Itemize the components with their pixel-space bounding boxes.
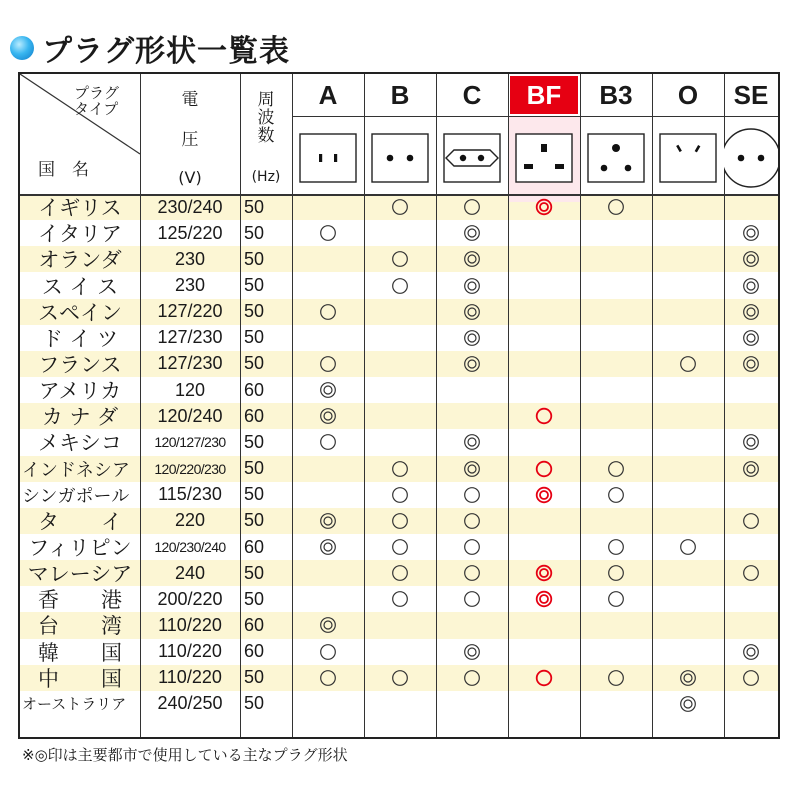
- frequency-value: 50: [244, 327, 265, 348]
- voltage-value: 110/220: [158, 641, 222, 662]
- frequency-value: 50: [244, 248, 265, 269]
- frequency-header: 周 波 数: [257, 90, 275, 146]
- frequency-value: 50: [244, 301, 265, 322]
- voltage-value: 127/230: [157, 353, 223, 374]
- circle-mark: [535, 407, 553, 425]
- double-circle-mark: [742, 355, 760, 373]
- double-circle-mark: [535, 198, 553, 216]
- double-circle-mark: [463, 460, 481, 478]
- plug-se-icon: [724, 120, 778, 198]
- voltage-value: 230: [174, 275, 206, 295]
- voltage-value: 125/220: [157, 222, 223, 243]
- voltage-header-mid: 圧: [181, 130, 199, 150]
- circle-mark: [742, 512, 760, 530]
- double-circle-mark: [463, 355, 481, 373]
- country-name: オランダ: [38, 248, 122, 273]
- frequency-value: 60: [244, 536, 265, 557]
- frequency-value: 50: [244, 196, 265, 217]
- circle-mark: [319, 224, 337, 242]
- plug-o-icon: [652, 120, 724, 198]
- footnote: ※◎印は主要都市で使用している主なプラグ形状: [22, 746, 348, 764]
- country-name: イタリア: [38, 222, 122, 247]
- circle-mark: [607, 486, 625, 504]
- frequency-value: 60: [244, 405, 265, 426]
- frequency-value: 60: [244, 379, 265, 400]
- country-name: 台 湾: [38, 614, 122, 639]
- circle-mark: [319, 433, 337, 451]
- voltage-value: 230: [174, 248, 206, 269]
- plug-type-b-label: B: [390, 79, 410, 110]
- circle-mark: [391, 669, 409, 687]
- frequency-value: 50: [244, 588, 265, 609]
- country-name: タ イ: [38, 509, 122, 534]
- double-circle-mark: [742, 329, 760, 347]
- double-circle-mark: [463, 224, 481, 242]
- voltage-value: 115/230: [158, 484, 222, 505]
- voltage-value: 120/240: [157, 405, 223, 426]
- circle-mark: [607, 669, 625, 687]
- double-circle-mark: [463, 303, 481, 321]
- circle-mark: [679, 538, 697, 556]
- country-name: ス イ ス: [41, 274, 119, 299]
- plug-type-header: プラグ タイプ: [74, 84, 120, 118]
- voltage-value: 240/250: [157, 693, 223, 714]
- voltage-value: 200/220: [157, 588, 223, 609]
- circle-mark: [391, 512, 409, 530]
- double-circle-mark: [742, 277, 760, 295]
- double-circle-mark: [742, 433, 760, 451]
- plug-b3-icon: [580, 120, 652, 198]
- country-name: インドネシア: [22, 459, 130, 481]
- frequency-value: 50: [244, 431, 265, 452]
- voltage-value: 240: [174, 562, 206, 583]
- double-circle-mark: [742, 224, 760, 242]
- circle-mark: [679, 355, 697, 373]
- country-name: フランス: [38, 352, 122, 377]
- country-name: オーストラリア: [22, 695, 127, 714]
- circle-mark: [607, 198, 625, 216]
- circle-mark: [391, 564, 409, 582]
- plug-b-icon: [364, 120, 436, 198]
- bullet-dot-icon: [10, 36, 34, 60]
- double-circle-mark: [319, 512, 337, 530]
- plug-c-icon: [436, 120, 508, 198]
- country-name: アメリカ: [38, 379, 122, 404]
- country-name: 香 港: [38, 588, 122, 613]
- title-text: プラグ形状一覧表: [42, 34, 290, 69]
- country-name: メキシコ: [38, 431, 122, 456]
- double-circle-mark: [742, 250, 760, 268]
- frequency-value: 50: [244, 667, 265, 688]
- voltage-header-top: 電: [181, 90, 199, 110]
- voltage-value: 220: [174, 510, 206, 531]
- double-circle-mark: [463, 329, 481, 347]
- frequency-value: 60: [244, 614, 265, 635]
- voltage-value: 120/127/230: [154, 434, 226, 451]
- frequency-unit: (Hz): [251, 169, 281, 185]
- page-title: [10, 30, 290, 69]
- circle-mark: [463, 512, 481, 530]
- circle-mark: [391, 486, 409, 504]
- plug-type-b3-label: B3: [599, 79, 633, 110]
- type-label-divider: [292, 116, 778, 117]
- circle-mark: [319, 669, 337, 687]
- double-circle-mark: [679, 695, 697, 713]
- frequency-value: 50: [244, 353, 265, 374]
- country-name: フィリピン: [28, 536, 132, 561]
- circle-mark: [391, 250, 409, 268]
- double-circle-mark: [319, 381, 337, 399]
- plug-type-bf-label: BF: [510, 76, 578, 114]
- country-name: スペイン: [38, 300, 122, 325]
- country-name: 中 国: [38, 666, 122, 691]
- voltage-unit: (V): [178, 168, 202, 187]
- plug-type-o-label: O: [677, 79, 699, 110]
- double-circle-mark: [535, 486, 553, 504]
- circle-mark: [391, 460, 409, 478]
- double-circle-mark: [463, 277, 481, 295]
- circle-mark: [391, 538, 409, 556]
- plug-table: [18, 72, 780, 739]
- country-name: マレーシア: [27, 562, 133, 587]
- circle-mark: [391, 590, 409, 608]
- frequency-value: 60: [244, 641, 265, 662]
- circle-mark: [463, 564, 481, 582]
- circle-mark: [742, 669, 760, 687]
- circle-mark: [742, 564, 760, 582]
- voltage-value: 120/220/230: [154, 460, 226, 477]
- circle-mark: [607, 538, 625, 556]
- plug-type-a-label: A: [318, 79, 338, 110]
- voltage-value: 127/230: [157, 327, 223, 348]
- voltage-value: 120/230/240: [154, 539, 226, 555]
- frequency-value: 50: [244, 562, 265, 583]
- country-name: イギリス: [38, 196, 122, 221]
- plug-a-icon: [292, 120, 364, 198]
- circle-mark: [463, 486, 481, 504]
- circle-mark: [463, 198, 481, 216]
- voltage-value: 110/220: [158, 667, 222, 688]
- circle-mark: [463, 590, 481, 608]
- double-circle-mark: [679, 669, 697, 687]
- circle-mark: [463, 669, 481, 687]
- frequency-value: 50: [244, 275, 265, 295]
- country-name-header: 国 名: [38, 160, 89, 180]
- circle-mark: [391, 198, 409, 216]
- double-circle-mark: [535, 590, 553, 608]
- double-circle-mark: [319, 538, 337, 556]
- voltage-value: 230/240: [157, 196, 223, 217]
- double-circle-mark: [742, 460, 760, 478]
- circle-mark: [463, 538, 481, 556]
- circle-mark: [607, 460, 625, 478]
- circle-mark: [607, 590, 625, 608]
- frequency-value: 50: [244, 510, 265, 531]
- double-circle-mark: [742, 303, 760, 321]
- circle-mark: [391, 277, 409, 295]
- circle-mark: [319, 303, 337, 321]
- frequency-value: 50: [244, 484, 265, 505]
- voltage-value: 120: [174, 379, 206, 400]
- country-name: ド イ ツ: [41, 326, 119, 351]
- frequency-value: 50: [244, 693, 265, 714]
- double-circle-mark: [319, 616, 337, 634]
- circle-mark: [607, 564, 625, 582]
- plug-type-c-label: C: [462, 79, 482, 110]
- plug-type-se-label: SE: [733, 79, 769, 110]
- circle-mark: [319, 355, 337, 373]
- circle-mark: [535, 669, 553, 687]
- double-circle-mark: [319, 407, 337, 425]
- plug-bf-icon: [508, 120, 580, 198]
- country-name: 韓 国: [38, 640, 122, 665]
- double-circle-mark: [463, 643, 481, 661]
- country-name: カ ナ ダ: [41, 405, 119, 430]
- voltage-value: 127/220: [157, 301, 223, 322]
- country-name: シンガポール: [22, 485, 130, 507]
- double-circle-mark: [742, 643, 760, 661]
- frequency-value: 50: [244, 458, 265, 479]
- voltage-value: 110/220: [158, 614, 222, 635]
- frequency-value: 50: [244, 222, 265, 243]
- circle-mark: [319, 643, 337, 661]
- circle-mark: [535, 460, 553, 478]
- double-circle-mark: [463, 250, 481, 268]
- double-circle-mark: [535, 564, 553, 582]
- double-circle-mark: [463, 433, 481, 451]
